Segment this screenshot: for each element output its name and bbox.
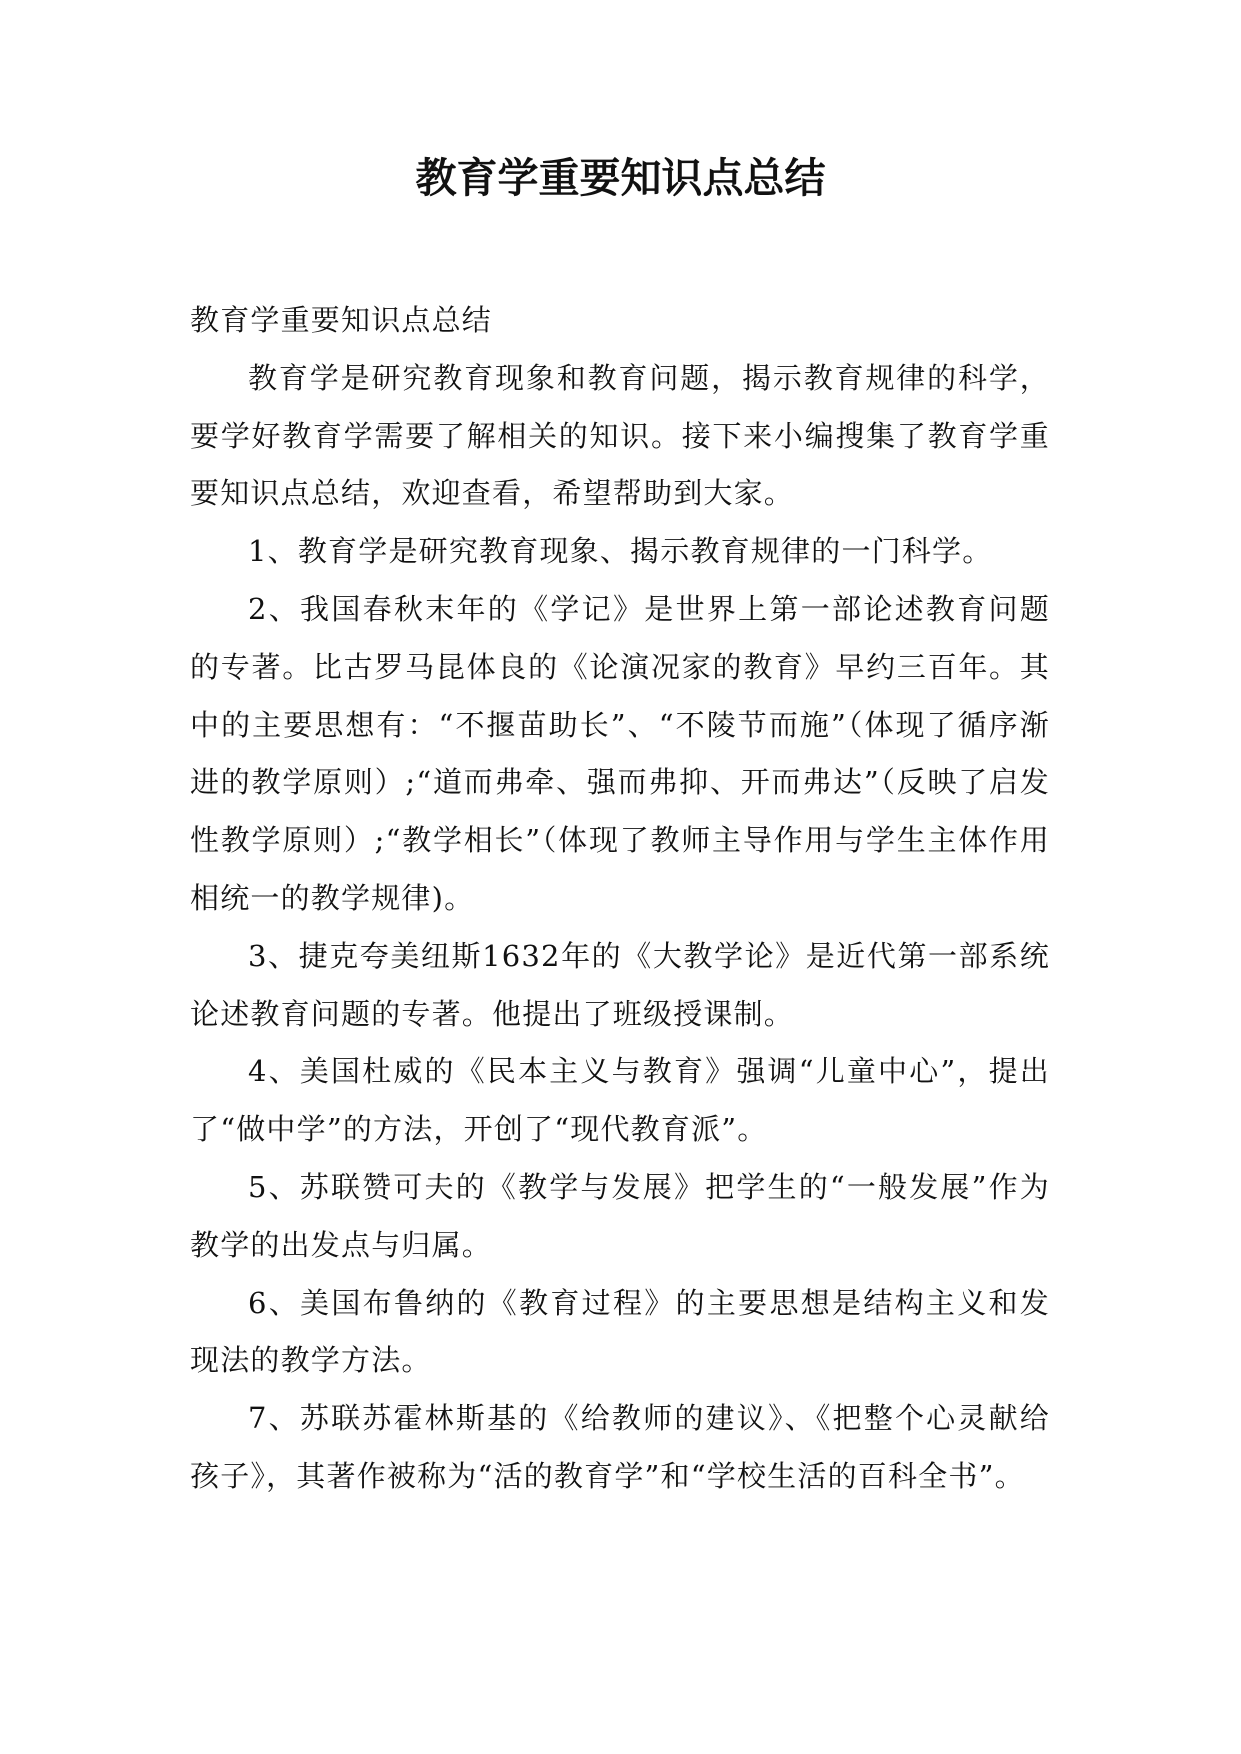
point-7-paragraph: 7、苏联苏霍林斯基的《给教师的建议》、《把整个心灵献给孩子》，其著作被称为“活的教育学”和“学校生活的百科全书”。 bbox=[190, 1401, 1050, 1493]
document-subtitle: 教育学重要知识点总结 bbox=[190, 303, 493, 337]
document-title: 教育学重要知识点总结 bbox=[415, 154, 826, 202]
point-5-paragraph: 5、苏联赞可夫的《教学与发展》把学生的“一般发展”作为教学的出发点与归属。 bbox=[190, 1169, 1050, 1262]
intro-paragraph: 教育学是研究教育现象和教育问题，揭示教育规律的科学，要学好教育学需要了解相关的知识。接下来小编搜集了教育学重要知识点总结，欢迎查看，希望帮助到大家。 bbox=[190, 360, 1050, 511]
point-3-paragraph: 3、捷克夸美纽斯1632年的《大教学论》是近代第一部系统论述教育问题的专著。他提出了班级授课制。 bbox=[190, 938, 1050, 1031]
point-6-paragraph: 6、美国布鲁纳的《教育过程》的主要思想是结构主义和发现法的教学方法。 bbox=[190, 1285, 1050, 1378]
document-body bbox=[190, 292, 1050, 1506]
point-4-paragraph: 4、美国杜威的《民本主义与教育》强调“儿童中心”，提出了“做中学”的方法，开创了“现代教育派”。 bbox=[190, 1054, 1050, 1147]
point-2-paragraph: 2、我国春秋末年的《学记》是世界上第一部论述教育问题的专著。比古罗马昆体良的《论演况家的教育》早约三百年。其中的主要思想有：“不揠苗助长”、“不陵节而施”（体现了循序渐进的教学原则）;“道而弗牵、强而弗抑、开而弗达”（反映了启发性教学原则）;“教学相长”（体现了教师主导作用与学生主体作用相统一的教学规律)。 bbox=[190, 591, 1050, 915]
point-1-paragraph: 1、教育学是研究教育现象、揭示教育规律的一门科学。 bbox=[248, 534, 993, 569]
